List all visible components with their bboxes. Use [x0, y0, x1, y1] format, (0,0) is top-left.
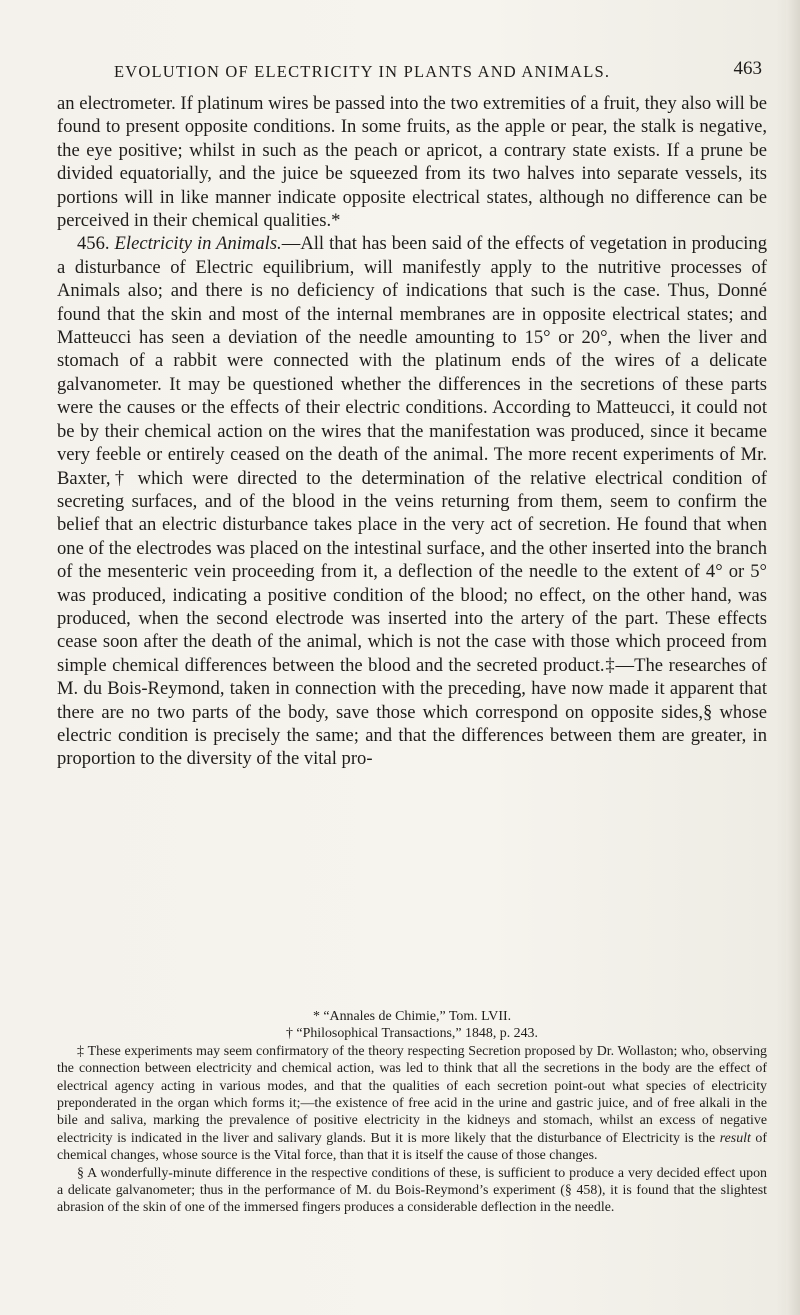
paragraph-fruit-electricity: an electrometer. If platinum wires be passed into the two extremities of a fruit, they also will be found to present opposite conditions. In some fruits, as the apple or pear, the stalk is negative, the eye positive; whilst in such as the peach or apricot, a contrary state exists. If a prune be divided equatorially, and the juice be squeezed from its two halves into separate vessels, its portions will in like manner indicate opposite electrical states, although no difference can be perceived in their chemical qualities.* [57, 93, 767, 232]
footnote-3-text-b: of chemical changes, whose source is the Vital force, than that it is itself the cause of those changes. [57, 1130, 767, 1164]
body-text [57, 92, 767, 771]
footnote-2: † “Philosophical Transactions,” 1848, p. 243. [286, 1026, 538, 1042]
paragraph-electricity-in-animals [57, 232, 767, 770]
page-number: 463 [733, 58, 762, 79]
section-title: Electricity in Animals. [114, 233, 282, 255]
running-head: EVOLUTION OF ELECTRICITY IN PLANTS AND ANIMALS. [114, 62, 611, 81]
footnote-3 [57, 1043, 767, 1165]
footnote-3-emphasis: result [719, 1130, 751, 1146]
footnote-4: § A wonderfully-minute difference in the respective conditions of these, is sufficient to produce a very decided effect upon a delicate galvanometer; thus in the performance of M. du Bois-Reymond’s experiment (§ 458), it is found that the slightest abrasion of the skin of one of the immersed fingers produces a considerable deflection in the needle. [57, 1165, 767, 1216]
page-spine-shadow [786, 0, 800, 1315]
footnote-1: * “Annales de Chimie,” Tom. LVII. [312, 1009, 512, 1024]
page-header [94, 58, 764, 88]
footnote-3-text-a: ‡ These experiments may seem confirmatory of the theory respecting Secretion proposed by Dr. Wollaston; who, observing the connection between electricity and chemical action, was led to think that all the secretions in the body are the effect of electrical agency acting in various modes, and that the qualities of each secretion point-out what species of electricity preponderated in the organ which forms it;—the existence of free acid in the urine and gastric juice, and of free alkali in the bile and saliva, marking the prevalence of positive electricity in the kidneys and stomach, whilst an excess of negative electricity is indicated in the liver and salivary glands. But it is more likely that the disturbance of Electricity is the [57, 1043, 767, 1146]
section-text: —All that has been said of the effects of vegetation in producing a disturbance of Electric equilibrium, will manifestly apply to the nutritive processes of Animals also; and there is no deficiency of indications that such is the case. Thus, Donné found that the skin and most of the internal membranes are in opposite electrical states; and Matteucci has seen a deviation of the needle amounting to 15° or 20°, when the liver and stomach of a rabbit were connected with the platinum ends of the wires of a delicate galvanometer. It may be questioned whether the differences in the secretions of these parts were the causes or the effects of their electric conditions. According to Matteucci, it could not be by their chemical action on the wires that the manifestation was produced, since it became very feeble or entirely ceased on the death of the animal. The more recent experiments of Mr. Baxter,† which were directed to the determination of the relative electrical condition of secreting surfaces, and of the blood in the veins returning from them, seem to confirm the belief that an electric disturbance takes place in the very act of secretion. He found that when one of the electrodes was placed on the intestinal surface, and the other inserted into the branch of the mesenteric vein proceeding from it, a deflection of the needle to the extent of 4° or 5° was produced, indicating a positive condition of the blood; no effect, on the other hand, was produced, when the second electrode was inserted into the artery of the part. These effects cease soon after the death of the animal, which is not the case with those which proceed from simple chemical differences between the blood and the secreted product.‡—The researches of M. du Bois-Reymond, taken in connection with the preceding, have now made it apparent that there are no two parts of the body, save those which correspond on opposite sides,§ whose electric condition is precisely the same; and that the differences between them are greater, in proportion to the diversity of the vital pro- [57, 233, 767, 770]
section-number: 456. [77, 233, 110, 255]
footnotes [57, 1008, 767, 1217]
